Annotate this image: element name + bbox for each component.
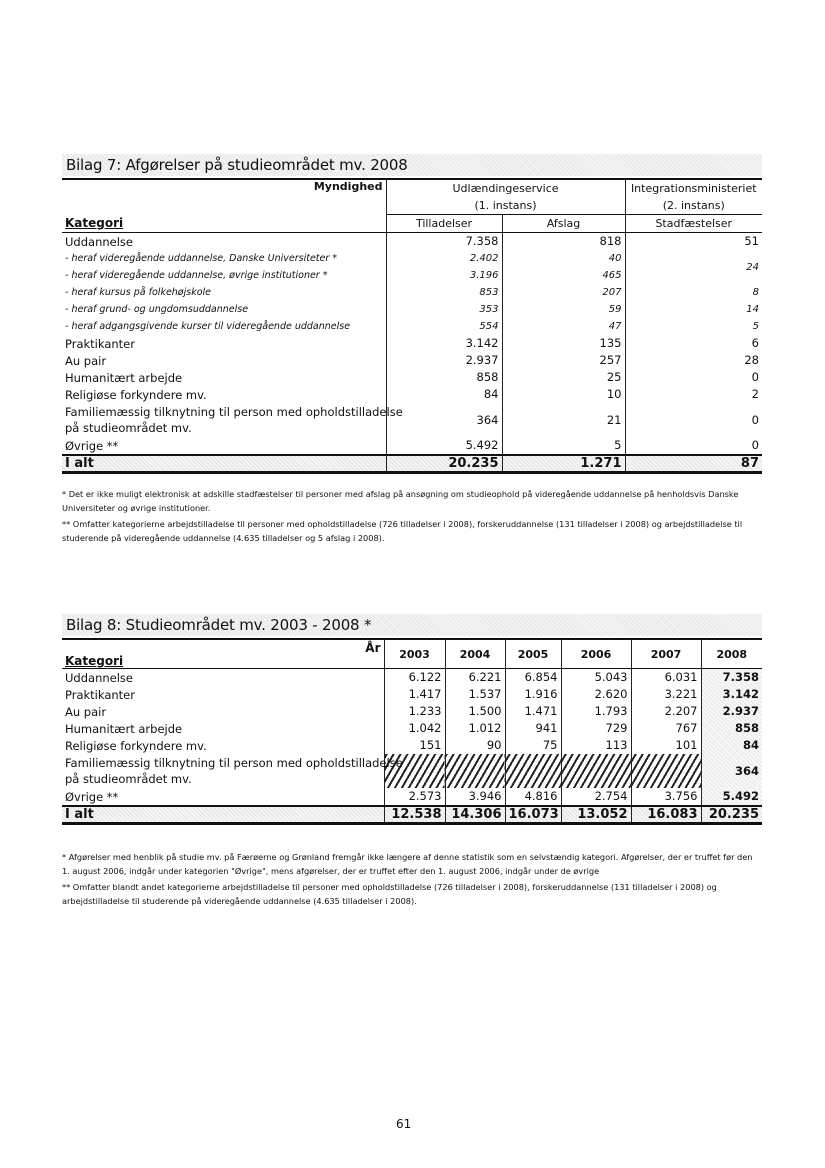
udl-instans: (1. instans)	[386, 197, 625, 215]
total-label: I alt	[62, 455, 386, 473]
value-2005	[505, 754, 561, 788]
row-label-text: Praktikanter	[65, 687, 135, 702]
total-row	[62, 455, 762, 473]
bilag8-title: Bilag 8: Studieområdet mv. 2003 - 2008 *	[66, 616, 372, 634]
value-2007: 2.207	[631, 703, 701, 720]
row-label-text: Øvrige **	[65, 789, 119, 804]
row-label	[62, 703, 384, 720]
row-label	[62, 386, 386, 403]
row-label-text: Religiøse forkyndere mv.	[65, 738, 207, 753]
table-row	[62, 720, 762, 737]
tilladelser-value: 84	[386, 386, 502, 403]
value-2004: 1.500	[445, 703, 505, 720]
value-2004: 1.537	[445, 686, 505, 703]
value-2008: 3.142	[701, 686, 762, 703]
tilladelser-value: 853	[386, 284, 502, 301]
myndighed-header: Myndighed	[62, 179, 386, 197]
year-header-2003: 2003	[384, 639, 445, 669]
tilladelser-value: 554	[386, 318, 502, 335]
row-label	[62, 788, 384, 806]
value-2007: 3.221	[631, 686, 701, 703]
row-label-text: Uddannelse	[65, 670, 133, 685]
total-2003: 12.538	[384, 806, 445, 824]
value-2007: 767	[631, 720, 701, 737]
row-label-text: - heraf videregående uddannelse, Danske Universiteter *	[65, 252, 338, 264]
table-row	[62, 686, 762, 703]
table-row	[62, 386, 762, 403]
bilag7-title-band	[62, 154, 762, 176]
stadfaestelser-value: 6	[751, 336, 759, 350]
afslag-value: 207	[502, 284, 625, 301]
value-2005: 75	[505, 737, 561, 754]
year-header-2005: 2005	[505, 639, 561, 669]
bilag8-footnotes	[62, 850, 762, 908]
row-label	[62, 754, 403, 788]
year-header-2008: 2008	[701, 639, 762, 669]
value-2003: 151	[384, 737, 445, 754]
bilag8-title-band	[62, 614, 762, 636]
total-label: I alt	[62, 806, 384, 824]
value-2007: 6.031	[631, 669, 701, 687]
value-2005: 1.916	[505, 686, 561, 703]
value-2003: 1.233	[384, 703, 445, 720]
afslag-value: 135	[502, 335, 625, 352]
value-2005: 1.471	[505, 703, 561, 720]
total-tilladelser: 20.235	[386, 455, 502, 473]
value-2006: 2.754	[561, 788, 631, 806]
table-row	[62, 703, 762, 720]
value-2003: 1.417	[384, 686, 445, 703]
table-row	[62, 352, 762, 369]
header-spacer	[62, 197, 386, 215]
tilladelser-value: 353	[386, 301, 502, 318]
tilladelser-value: 2.402	[386, 250, 502, 267]
afslag-value: 40	[502, 250, 625, 267]
tilladelser-value: 3.142	[386, 335, 502, 352]
table-row	[62, 335, 762, 352]
total-2005: 16.073	[505, 806, 561, 824]
afslag-value: 59	[502, 301, 625, 318]
row-label-text: Humanitært arbejde	[65, 370, 183, 385]
tilladelser-value: 858	[386, 369, 502, 386]
value-2007	[631, 754, 701, 788]
row-label	[62, 250, 386, 267]
stadfaestelser-value: 0	[751, 412, 759, 427]
bilag7-footnote-2: ** Omfatter kategorierne arbejdstilladelse til personer med opholdstilladelse (726 tilladelser i 2008), forskeruddannelse (131 tilladelser i 2008) og arbejdstilladelse til studerende på videregående uddannelse (4.635 tilladelser og 5 afslag i 2008).	[62, 519, 743, 543]
value-2004: 1.012	[445, 720, 505, 737]
value-2005: 941	[505, 720, 561, 737]
value-2004	[445, 754, 505, 788]
stadfaestelser-value: 0	[751, 370, 759, 384]
row-label	[62, 403, 403, 437]
value-2004: 90	[445, 737, 505, 754]
bilag8-footnote-2: ** Omfatter blandt andet kategorierne arbejdstilladelse til personer med opholdstilladelse (726 tilladelser i 2008), forskeruddannelse (131 tilladelser i 2008) og arbejdstilladelse til studerende på videregående uddannelse (4.635 tilladelser i 2008).	[62, 882, 717, 906]
udlaendingeservice-header: Udlændingeservice	[386, 179, 625, 197]
table-row	[62, 301, 762, 318]
row-label	[62, 669, 384, 687]
afslag-value: 10	[502, 386, 625, 403]
kategori-header: Kategori	[65, 215, 124, 230]
bilag7-table	[62, 178, 762, 474]
row-label-text: Praktikanter	[65, 336, 135, 351]
value-2007: 101	[631, 737, 701, 754]
row-label-text: Au pair	[65, 353, 107, 368]
value-2006	[561, 754, 631, 788]
afslag-value: 465	[502, 267, 625, 284]
integrationsministeriet-header: Integrationsministeriet	[625, 179, 762, 197]
row-label	[62, 318, 386, 335]
value-2006: 729	[561, 720, 631, 737]
value-2008: 84	[701, 737, 762, 754]
row-label	[62, 335, 386, 352]
tilladelser-value: 5.492	[386, 437, 502, 455]
stadfaestelser-value: 14	[746, 304, 759, 315]
year-header-2006: 2006	[561, 639, 631, 669]
table-row	[62, 369, 762, 386]
row-label	[62, 267, 386, 284]
table-row	[62, 788, 762, 806]
value-2003: 2.573	[384, 788, 445, 806]
table-row	[62, 437, 762, 455]
row-label-text: Au pair	[65, 704, 107, 719]
row-label-text: - heraf grund- og ungdomsuddannelse	[65, 303, 249, 315]
value-2005: 6.854	[505, 669, 561, 687]
table-row	[62, 669, 762, 687]
total-2007: 16.083	[631, 806, 701, 824]
afslag-value: 5	[502, 437, 625, 455]
value-2003: 1.042	[384, 720, 445, 737]
afslag-header: Afslag	[502, 215, 625, 233]
row-label-text: - heraf adgangsgivende kurser til videregående uddannelse	[65, 320, 351, 332]
row-label	[62, 686, 384, 703]
row-label-text: Religiøse forkyndere mv.	[65, 387, 207, 402]
stadfaestelser-value: 8	[752, 287, 759, 298]
tilladelser-value: 2.937	[386, 352, 502, 369]
table-row	[62, 754, 762, 788]
table-row	[62, 284, 762, 301]
total-2008: 20.235	[701, 806, 762, 824]
row-label	[62, 369, 386, 386]
int-instans: (2. instans)	[662, 199, 725, 212]
value-2008: 364	[701, 754, 762, 788]
row-label-text-2: på studieområdet mv.	[65, 421, 192, 435]
stadfaestelser-value: 51	[744, 234, 759, 248]
kategori-header: Kategori	[65, 654, 124, 668]
row-label	[62, 720, 384, 737]
table-row	[62, 318, 762, 335]
bilag8-table	[62, 638, 762, 825]
row-label-text: - heraf videregående uddannelse, øvrige institutioner *	[65, 269, 328, 281]
row-label-text-2: på studieområdet mv.	[65, 772, 192, 786]
value-2006: 1.793	[561, 703, 631, 720]
stadfaestelser-header: Stadfæstelser	[625, 215, 762, 233]
row-label	[62, 301, 386, 318]
row-label-text: Humanitært arbejde	[65, 721, 183, 736]
value-2005: 4.816	[505, 788, 561, 806]
row-label	[62, 233, 386, 251]
row-label-text: Familiemæssig tilknytning til person med opholdstilladelse	[65, 756, 403, 770]
table-row	[62, 233, 762, 251]
value-2008: 2.937	[701, 703, 762, 720]
value-2006: 113	[561, 737, 631, 754]
afslag-value: 47	[502, 318, 625, 335]
stadfaestelser-value: 2	[751, 387, 759, 401]
table-row	[62, 403, 762, 437]
stadfaestelser-value: 0	[751, 438, 759, 452]
tilladelser-header: Tilladelser	[386, 215, 502, 233]
afslag-value: 257	[502, 352, 625, 369]
total-afslag: 1.271	[502, 455, 625, 473]
kategori-header-cell	[62, 215, 386, 233]
row-label-text: Øvrige **	[65, 438, 119, 453]
total-row	[62, 806, 762, 824]
value-2007: 3.756	[631, 788, 701, 806]
value-2008: 7.358	[701, 669, 762, 687]
ar-header: År	[365, 641, 381, 655]
row-label	[62, 352, 386, 369]
value-2008: 858	[701, 720, 762, 737]
bilag7-title: Bilag 7: Afgørelser på studieområdet mv. 2008	[66, 156, 408, 174]
stadfaestelser-value: 5	[752, 321, 759, 332]
header-row	[62, 639, 762, 669]
row-label-text: Uddannelse	[65, 234, 133, 249]
value-2003: 6.122	[384, 669, 445, 687]
year-header-2004: 2004	[445, 639, 505, 669]
row-label-text: - heraf kursus på folkehøjskole	[65, 286, 212, 298]
page-number: 61	[396, 1117, 412, 1131]
tilladelser-value: 364	[386, 403, 502, 437]
value-2006: 5.043	[561, 669, 631, 687]
value-2008: 5.492	[701, 788, 762, 806]
total-stadfaestelser: 87	[625, 455, 762, 473]
year-header-2007: 2007	[631, 639, 701, 669]
value-2004: 3.946	[445, 788, 505, 806]
table-row	[62, 250, 762, 267]
tilladelser-value: 3.196	[386, 267, 502, 284]
total-2004: 14.306	[445, 806, 505, 824]
stadfaestelser-value: 24	[746, 261, 759, 273]
header-label-cell	[62, 639, 384, 669]
afslag-value: 25	[502, 369, 625, 386]
tilladelser-value: 7.358	[386, 233, 502, 251]
afslag-value: 818	[502, 233, 625, 251]
row-label	[62, 437, 386, 455]
bilag8-footnote-1: * Afgørelser med henblik på studie mv. på Færøerne og Grønland fremgår ikke længere af denne statistik som en selvstændig kategori. Afgørelser, der er truffet før den 1. august 2006, indgår under kategorien "Øvrige", mens afgørelser, der er truffet efter den 1. august 2006, indgår under de øvrige	[62, 852, 753, 876]
row-label	[62, 284, 386, 301]
row-label	[62, 737, 384, 754]
value-2004: 6.221	[445, 669, 505, 687]
row-label-text: Familiemæssig tilknytning til person med opholdstilladelse	[65, 405, 403, 419]
total-2006: 13.052	[561, 806, 631, 824]
value-2006: 2.620	[561, 686, 631, 703]
table-row	[62, 737, 762, 754]
bilag7-footnote-1: * Det er ikke muligt elektronisk at adskille stadfæstelser til personer med afslag på ansøgning om studieophold på videregående uddannelse på henholdsvis Danske Universiteter og øvrige institutioner.	[62, 489, 739, 513]
bilag7-footnotes	[62, 487, 762, 545]
afslag-value: 21	[502, 403, 625, 437]
stadfaestelser-value: 28	[744, 353, 759, 367]
